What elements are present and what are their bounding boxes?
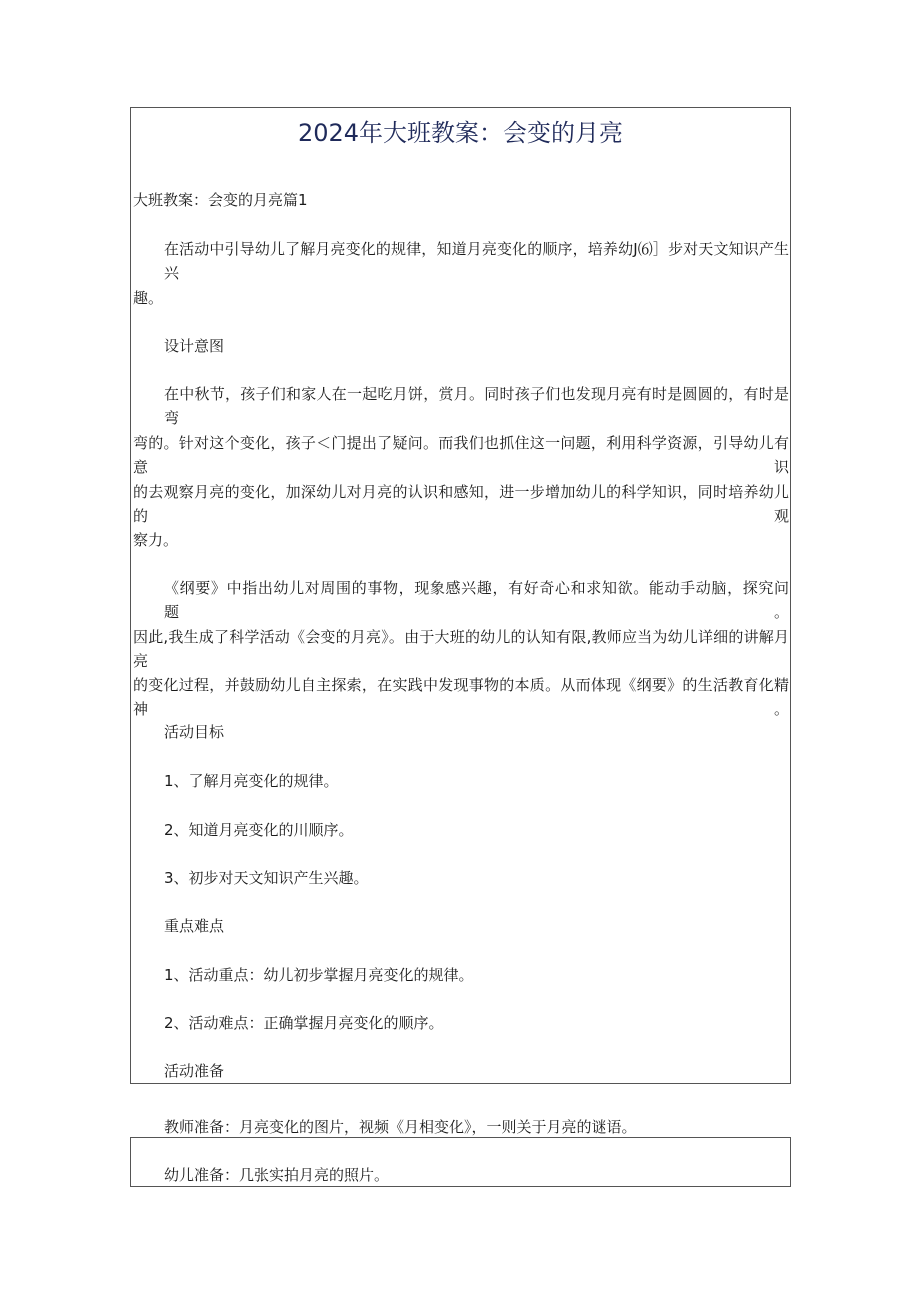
goals-heading: 活动目标 [164,723,225,741]
design-p2-line-2: 因此,我生成了科学活动《会变的月亮》。由于大班的幼儿的认知有限,教师应当为幼儿详细的讲解月亮 [133,628,789,670]
design-p2-line-3: 的变化过程，并鼓励幼儿自主探索，在实践中发现事物的本质。从而体现《纲要》的生活教育化精神。 [133,676,789,718]
goal-item: 1、了解月亮变化的规律。 [164,772,339,790]
key-point-item: 2、活动难点：正确掌握月亮变化的顺序。 [164,1014,444,1032]
intro-line-2: 趣。 [133,289,164,307]
design-heading: 设计意图 [164,337,225,355]
goal-item: 2、知道月亮变化的川顺序。 [164,821,354,839]
key-point-item: 1、活动重点：幼儿初步掌握月亮变化的规律。 [164,966,474,984]
design-p1-line-2: 弯的。针对这个变化，孩子＜门提出了疑问。而我们也抓住这一问题，利用科学资源，引导幼儿有意识 [133,434,789,476]
design-p1-line-1: 在中秋节，孩子们和家人在一起吃月饼，赏月。同时孩子们也发现月亮有时是圆圆的，有时是弯 [164,385,789,427]
key-heading: 重点难点 [164,917,225,935]
teacher-prep: 教师准备：月亮变化的图片，视频《月相变化》，一则关于月亮的谜语。 [164,1118,637,1136]
prep-heading: 活动准备 [164,1062,225,1080]
design-p2-line-1: 《纲要》中指出幼儿对周围的事物，现象感兴趣，有好奇心和求知欲。能动手动脑，探究问题。 [164,579,789,621]
goal-item: 3、初步对天文知识产生兴趣。 [164,869,369,887]
child-prep: 幼儿准备：几张实拍月亮的照片。 [164,1166,390,1184]
design-p1-line-3: 的去观察月亮的变化，加深幼儿对月亮的认识和感知，进一步增加幼儿的科学知识，同时培养幼儿的观 [133,483,789,525]
document-title: 2024年大班教案：会变的月亮 [297,119,624,147]
section-heading: 大班教案：会变的月亮篇1 [133,191,308,209]
design-p1-line-4: 察力。 [133,531,179,549]
intro-line-1: 在活动中引导幼儿了解月亮变化的规律，知道月亮变化的顺序，培养幼J⑹］步对天文知识产生兴 [164,240,789,282]
